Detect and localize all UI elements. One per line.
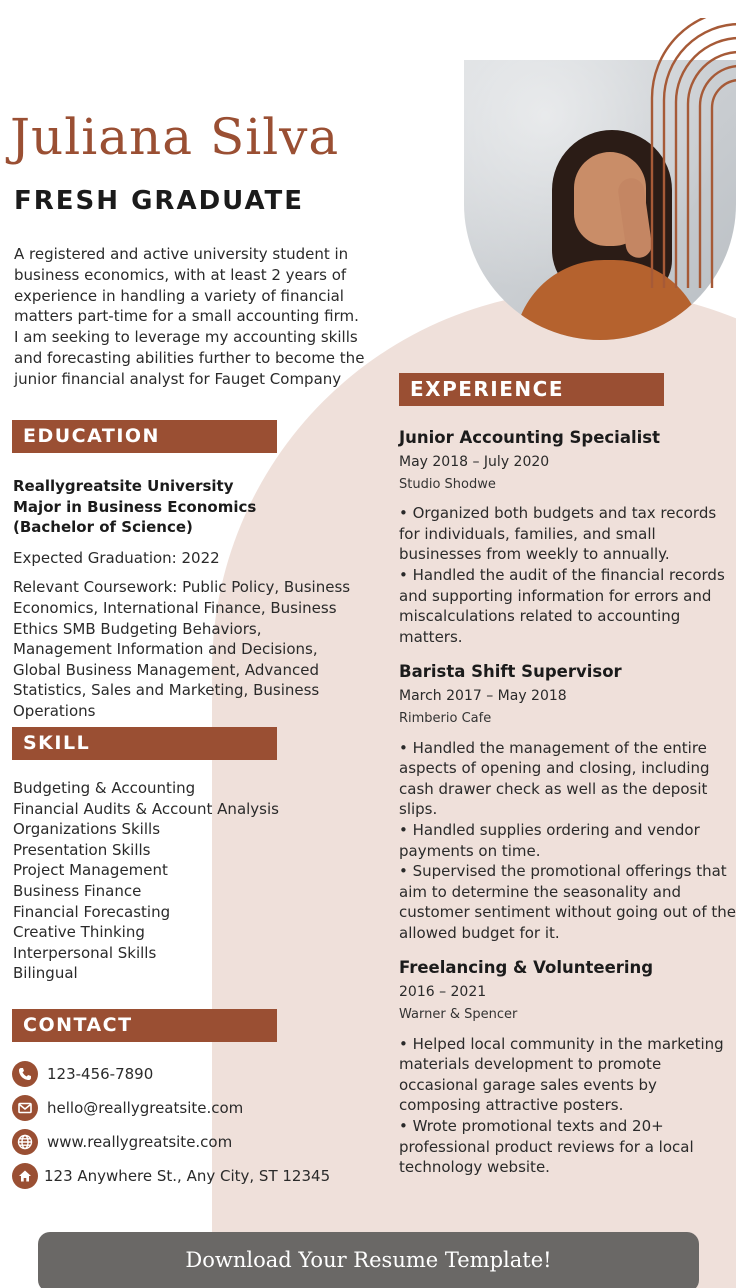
job-dates: March 2017 – May 2018 (399, 688, 567, 705)
job-company: Studio Shodwe (399, 476, 496, 492)
job-company: Warner & Spencer (399, 1007, 518, 1023)
job-title: Barista Shift Supervisor (399, 662, 622, 682)
contact-phone-row[interactable] (12, 1060, 330, 1087)
contact-website-row[interactable] (12, 1128, 330, 1155)
skill-item: Budgeting & Accounting (13, 779, 196, 797)
education-coursework: Relevant Coursework: Public Policy, Business Economics, International Finance, Business Ethics SMB Budgeting Behaviors, Management Information and Decisions, Global Business Management, Advanced Statistics, Sales and Marketing, Business Operations (13, 578, 351, 720)
education-section (13, 476, 358, 722)
contact-heading: CONTACT (12, 1009, 277, 1042)
skill-item: Presentation Skills (13, 840, 151, 859)
skill-item: Interpersonal Skills (13, 943, 157, 962)
job-bullet: • Organized both budgets and tax records for individuals, families, and small businesses from weekly to annually. (399, 504, 717, 564)
skill-item: Business Finance (13, 881, 142, 900)
job-bullet: • Handled the management of the entire aspects of opening and closing, including cash drawer check as well as the deposit slips. (399, 738, 710, 819)
job-bullet: • Helped local community in the marketing materials development to promote occasional garage sales events by composing attractive posters. (399, 1034, 724, 1115)
job-company: Rimberio Cafe (399, 710, 492, 726)
skill-item: Organizations Skills (13, 820, 161, 839)
skill-item: Creative Thinking (13, 923, 145, 942)
job-bullets (399, 1034, 736, 1178)
email-icon (12, 1095, 38, 1121)
skill-item: Financial Forecasting (13, 902, 171, 921)
decorative-arches (640, 18, 736, 288)
education-degree: (Bachelor of Science) (13, 518, 193, 537)
experience-section (399, 426, 736, 1191)
skill-item: Project Management (13, 861, 168, 880)
skill-heading: SKILL (12, 727, 277, 760)
candidate-role: FRESH GRADUATE (14, 186, 305, 216)
job-title: Freelancing & Volunteering (399, 958, 654, 978)
contact-email: hello@reallygreatsite.com (47, 1098, 244, 1117)
job-bullets (399, 738, 736, 944)
job-bullet: • Handled supplies ordering and vendor payments on time. (399, 820, 700, 860)
education-school: Reallygreatsite University (13, 477, 234, 495)
job-title: Junior Accounting Specialist (399, 428, 660, 447)
education-heading: EDUCATION (12, 420, 277, 453)
job-bullet: • Handled the audit of the financial records and supporting information for errors and miscalculations related to accounting matters. (399, 565, 725, 646)
job-entry (399, 660, 736, 943)
contact-website: www.reallygreatsite.com (47, 1132, 233, 1151)
contact-section (12, 1060, 330, 1196)
phone-icon (12, 1061, 38, 1087)
education-major: Major in Business Economics (13, 497, 257, 516)
job-dates: May 2018 – July 2020 (399, 454, 550, 470)
skill-list (13, 778, 279, 984)
job-dates: 2016 – 2021 (399, 984, 487, 1001)
contact-address: 123 Anywhere St., Any City, ST 12345 (44, 1166, 331, 1185)
job-entry (399, 426, 736, 647)
job-entry (399, 956, 736, 1177)
contact-address-row (12, 1162, 330, 1189)
globe-icon (12, 1129, 38, 1155)
job-bullets (399, 503, 736, 647)
education-graduation: Expected Graduation: 2022 (13, 548, 220, 567)
profile-summary: A registered and active university student in business economics, with at least 2 years of experience in handling a variety of financial matters part-time for a small accounting firm. I am seeking to leverage my accounting skills and forecasting abilities further to become the junior financial analyst for Fauget Company (14, 245, 365, 388)
job-bullet: • Supervised the promotional offerings that aim to determine the seasonality and customer sentiment without going out of the allowed budget for it. (399, 862, 736, 942)
skill-item: Bilingual (13, 964, 78, 983)
skill-item: Financial Audits & Account Analysis (13, 799, 279, 818)
contact-phone: 123-456-7890 (47, 1064, 154, 1083)
experience-heading: EXPERIENCE (399, 373, 664, 406)
home-icon (12, 1163, 38, 1189)
candidate-name: Juliana Silva (10, 108, 340, 166)
job-bullet: • Wrote promotional texts and 20+ professional product reviews for a local technology website. (399, 1117, 694, 1177)
contact-email-row[interactable] (12, 1094, 330, 1121)
download-template-button[interactable]: Download Your Resume Template! (38, 1232, 699, 1288)
